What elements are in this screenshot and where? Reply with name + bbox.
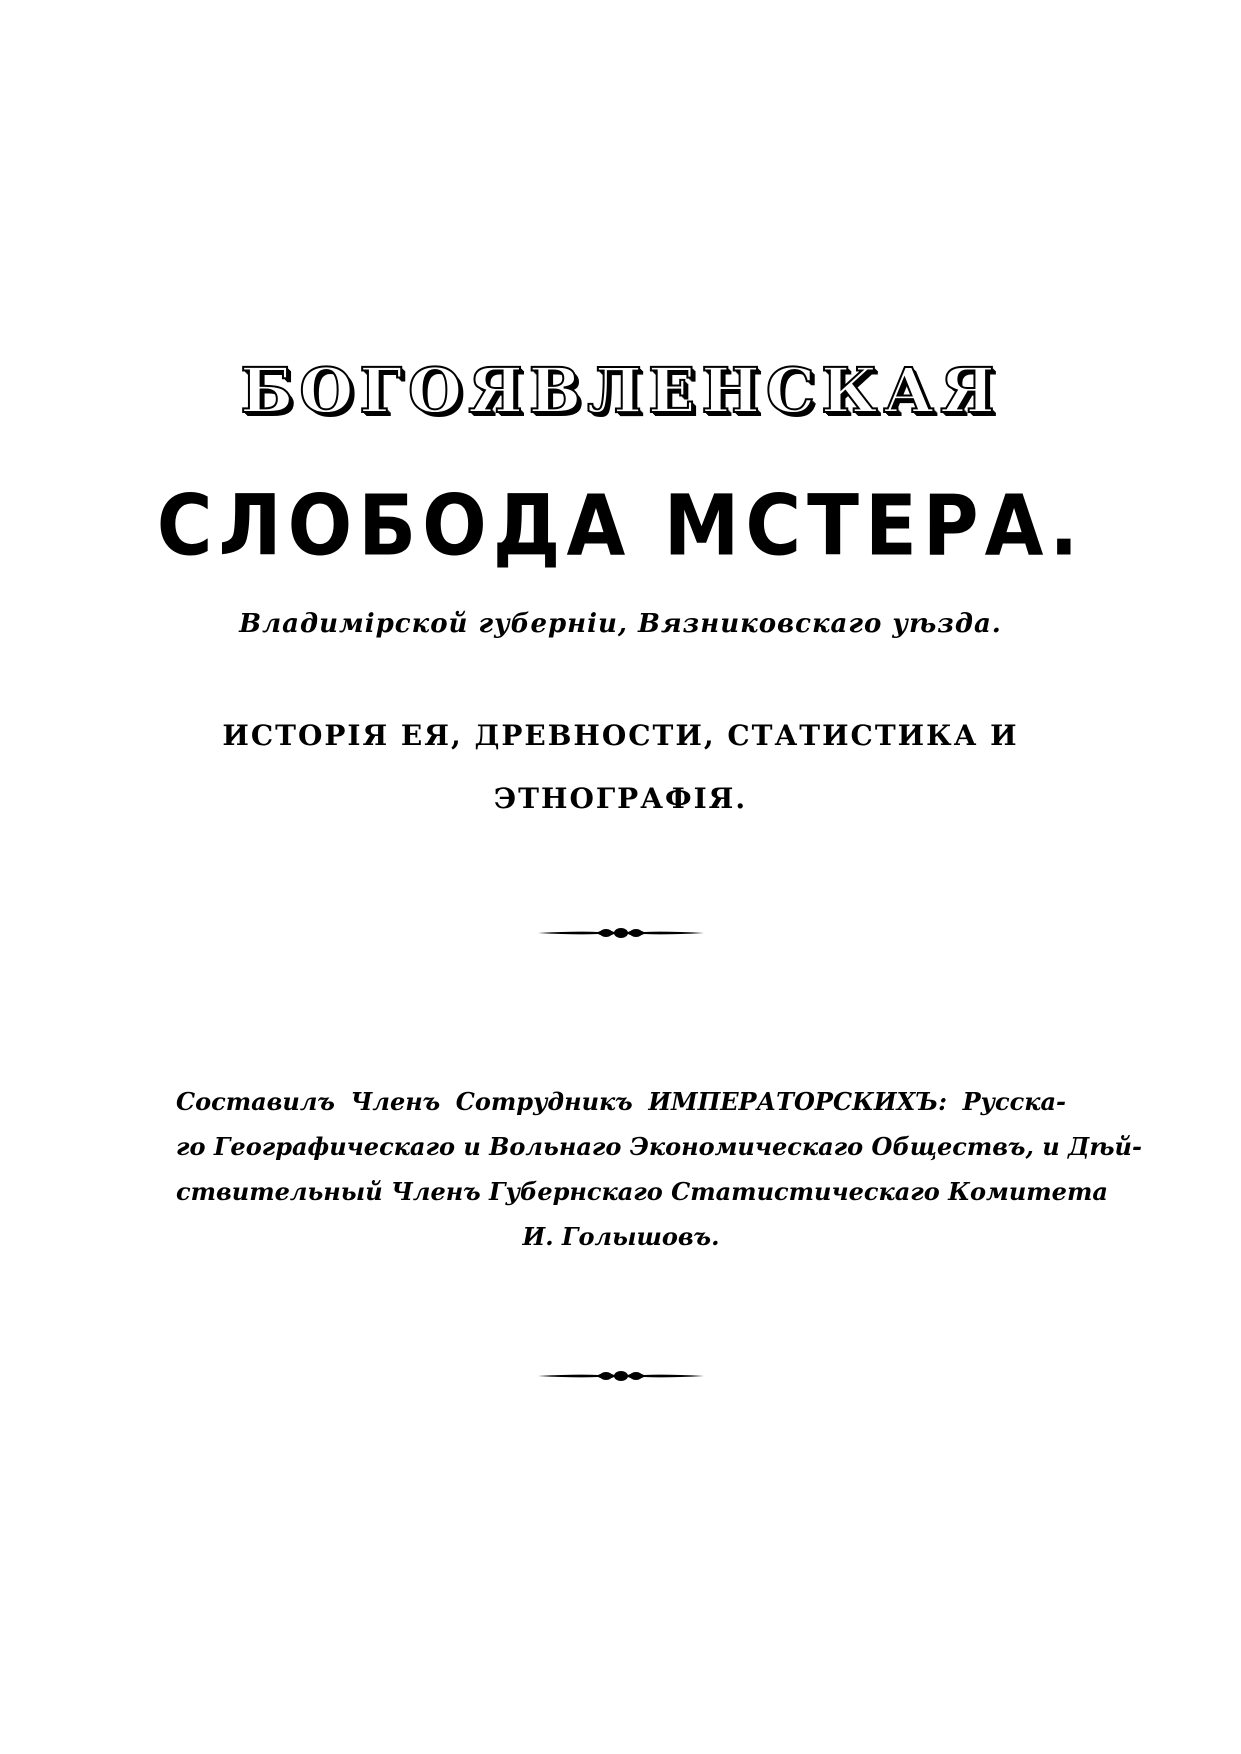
ornament-divider-top <box>0 926 1241 940</box>
author-block <box>176 1079 1142 1259</box>
contents-line-1: ИСТОРІЯ ЕЯ, ДРЕВНОСТИ, СТАТИСТИКА И <box>222 719 1019 752</box>
author-line-2: го Географическаго и Вольнаго Экономическаго Обществъ, и Дѣй- <box>176 1132 1142 1161</box>
author-name: И. Голышовъ. <box>522 1222 720 1251</box>
author-line-1: Составилъ Членъ Сотрудникъ ИМПЕРАТОРСКИХЪ: Русска- <box>176 1087 1066 1116</box>
title-line-2: СЛОБОДА МСТЕРА. <box>156 476 1085 575</box>
author-line-3: ствительный Членъ Губернскаго Статистическаго Комитета <box>176 1177 1108 1206</box>
ornament-icon <box>536 1369 706 1383</box>
contents-line-2: ЭТНОГРАФІЯ. <box>493 782 748 815</box>
ornament-icon <box>536 926 706 940</box>
ornament-divider-bottom <box>0 1369 1241 1383</box>
title-line-1: БОГОЯВЛЕНСКАЯ <box>240 354 1001 427</box>
subtitle: Владимірской губерніи, Вязниковскаго уѣзда. <box>239 609 1002 639</box>
